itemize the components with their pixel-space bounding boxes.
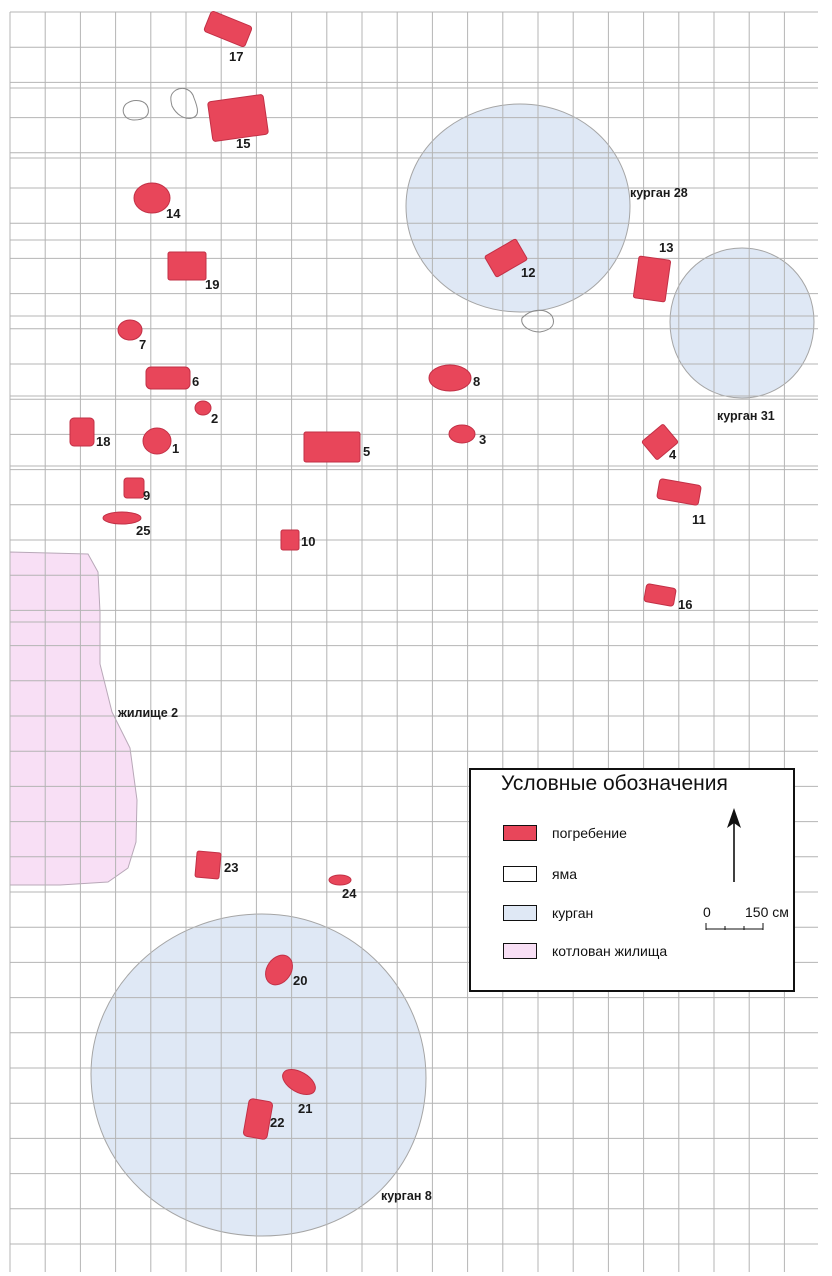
burial-label-7: 7	[139, 337, 147, 352]
burial-label-16: 16	[678, 597, 693, 612]
legend-label-kurgan: курган	[552, 905, 594, 921]
pit-1	[123, 101, 148, 120]
burial-label-4: 4	[669, 447, 677, 462]
legend-item-pit	[503, 863, 577, 885]
burial-13	[633, 256, 671, 302]
burial-label-12: 12	[521, 265, 536, 280]
kurgan-28-label: курган 28	[630, 186, 688, 200]
burial-2	[195, 401, 211, 415]
kurgan-8-label: курган 8	[381, 1189, 432, 1203]
burial-label-10: 10	[301, 534, 316, 549]
burial-19	[168, 252, 206, 280]
kurgan-31	[670, 248, 814, 398]
burial-5	[304, 432, 360, 462]
burial-label-9: 9	[143, 488, 151, 503]
burial-label-21: 21	[298, 1101, 313, 1116]
legend-label-burial: погребение	[552, 825, 627, 841]
scale-end-label: 150 см	[745, 904, 789, 920]
pit-2	[171, 88, 198, 118]
kurgan-swatch	[503, 905, 537, 921]
legend-panel	[469, 768, 795, 992]
legend-item-kurgan	[503, 902, 593, 924]
burial-swatch	[503, 825, 537, 841]
burial-15	[207, 94, 268, 141]
burial-label-22: 22	[270, 1115, 285, 1130]
legend-item-burial	[503, 822, 627, 844]
burial-10	[281, 530, 299, 550]
burial-label-14: 14	[166, 206, 181, 221]
legend-label-pit: яма	[552, 866, 577, 882]
burial-label-2: 2	[211, 411, 219, 426]
burial-1	[143, 428, 171, 454]
legend-label-dwelling: котлован жилища	[552, 943, 668, 959]
burial-16	[644, 584, 677, 607]
burial-label-24: 24	[342, 886, 357, 901]
dwelling-swatch	[503, 943, 537, 959]
burial-3	[449, 425, 475, 443]
burial-label-5: 5	[363, 444, 371, 459]
burial-label-18: 18	[96, 434, 111, 449]
burial-label-17: 17	[229, 49, 244, 64]
scale-bar	[703, 904, 789, 944]
north-arrow-icon	[723, 808, 745, 884]
zones-layer	[10, 104, 814, 1236]
burial-label-19: 19	[205, 277, 220, 292]
burial-label-3: 3	[479, 432, 487, 447]
burial-24	[329, 875, 351, 885]
legend-item-dwelling	[503, 940, 667, 962]
pit-swatch	[503, 866, 537, 882]
burial-6	[146, 367, 190, 389]
scale-ruler	[705, 920, 775, 934]
burial-label-6: 6	[192, 374, 200, 389]
burial-label-13: 13	[659, 240, 674, 255]
burial-17	[203, 11, 252, 48]
burial-8	[429, 365, 471, 391]
scale-start-label: 0	[703, 904, 711, 920]
burial-23	[195, 851, 221, 879]
burial-14	[134, 183, 170, 213]
burial-label-11: 11	[692, 512, 706, 527]
burial-label-8: 8	[473, 374, 481, 389]
legend-title: Условные обозначения	[501, 772, 728, 795]
burial-label-20: 20	[293, 973, 308, 988]
burial-label-25: 25	[136, 523, 151, 538]
burial-18	[70, 418, 94, 446]
kurgan-31-label: курган 31	[717, 409, 775, 423]
burial-label-23: 23	[224, 860, 239, 875]
burial-9	[124, 478, 144, 498]
kurgan-28	[406, 104, 630, 312]
burial-11	[657, 479, 702, 506]
burial-label-15: 15	[236, 136, 251, 151]
dwelling-2-label: жилище 2	[118, 706, 179, 720]
burial-label-1: 1	[172, 441, 180, 456]
